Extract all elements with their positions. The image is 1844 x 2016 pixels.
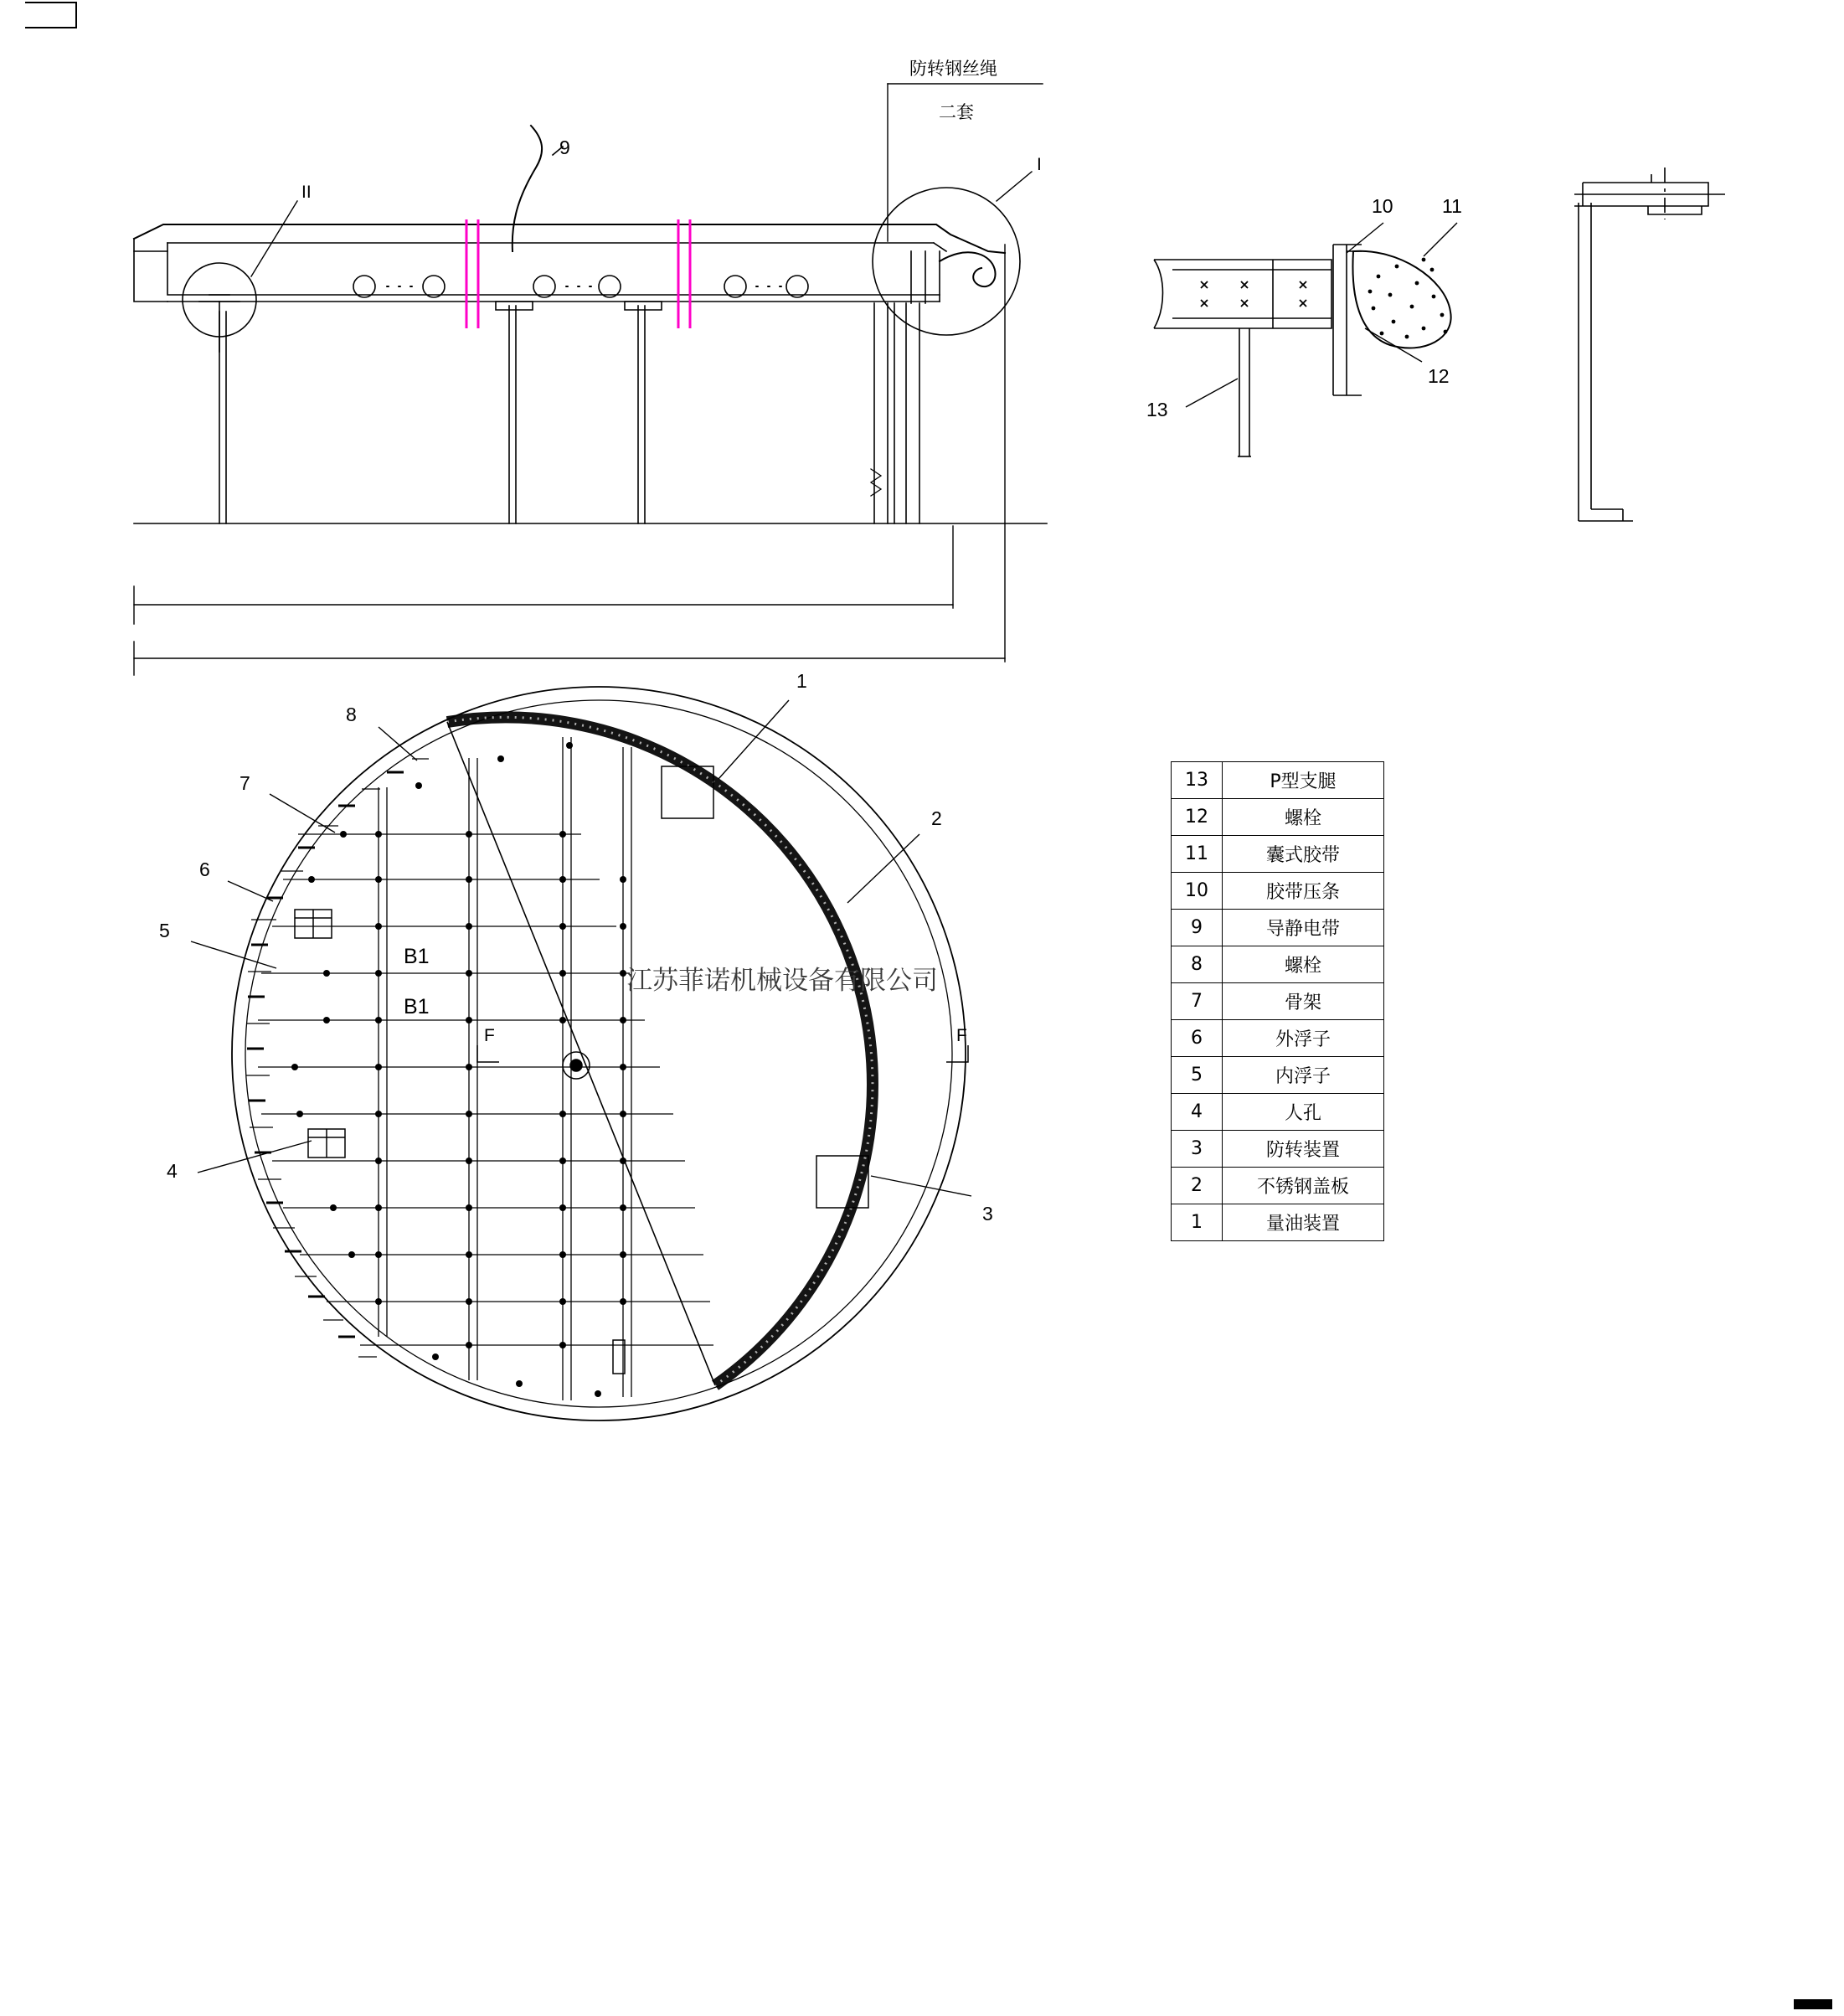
parts-legend-item-name: 量油装置 xyxy=(1223,1204,1384,1241)
balloon-4: 4 xyxy=(167,1160,178,1182)
parts-legend-row xyxy=(1172,1168,1384,1204)
parts-legend-item-name: 内浮子 xyxy=(1223,1057,1384,1094)
parts-legend-row xyxy=(1172,1204,1384,1241)
note-anti-rotation-line2: 二套 xyxy=(939,102,974,122)
section-mark-I-top: I xyxy=(1037,155,1042,174)
parts-legend-row xyxy=(1172,836,1384,873)
parts-legend-row xyxy=(1172,910,1384,946)
parts-legend-body xyxy=(1172,762,1384,1241)
parts-legend-item-name: 防转装置 xyxy=(1223,1131,1384,1168)
parts-legend-item-no: 2 xyxy=(1172,1168,1223,1204)
parts-legend-item-no: 3 xyxy=(1172,1131,1223,1168)
parts-legend-item-name: 人孔 xyxy=(1223,1094,1384,1131)
parts-legend-row xyxy=(1172,946,1384,983)
parts-legend-row xyxy=(1172,799,1384,836)
parts-legend-item-name: 外浮子 xyxy=(1223,1020,1384,1057)
balloon-5: 5 xyxy=(159,920,170,941)
parts-legend-item-no: 6 xyxy=(1172,1020,1223,1057)
balloon-9: 9 xyxy=(559,137,570,158)
parts-legend-item-no: 9 xyxy=(1172,910,1223,946)
balloon-11: 11 xyxy=(1442,195,1462,217)
parts-legend-row xyxy=(1172,762,1384,799)
note-anti-rotation-line1: 防转钢丝绳 xyxy=(909,59,997,79)
parts-legend-item-no: 12 xyxy=(1172,799,1223,836)
parts-legend-row xyxy=(1172,1020,1384,1057)
parts-legend-item-no: 4 xyxy=(1172,1094,1223,1131)
panel-label-b1-upper: B1 xyxy=(404,945,430,968)
parts-legend-row xyxy=(1172,1094,1384,1131)
balloon-1: 1 xyxy=(796,670,807,692)
balloon-6: 6 xyxy=(199,858,210,880)
balloon-3: 3 xyxy=(982,1203,993,1225)
balloon-13: 13 xyxy=(1146,399,1168,420)
parts-legend-item-name: 螺栓 xyxy=(1223,946,1384,983)
parts-legend-row xyxy=(1172,1057,1384,1094)
parts-legend-item-name: 螺栓 xyxy=(1223,799,1384,836)
balloon-12: 12 xyxy=(1428,365,1450,387)
parts-legend-item-no: 8 xyxy=(1172,946,1223,983)
parts-legend-item-no: 7 xyxy=(1172,983,1223,1020)
parts-legend-row xyxy=(1172,873,1384,910)
company-watermark: 江苏菲诺机械设备有限公司 xyxy=(626,966,938,996)
section-mark-II-top: II xyxy=(301,183,312,202)
section-mark-F-left: F xyxy=(484,1026,495,1045)
parts-legend-row xyxy=(1172,983,1384,1020)
balloon-7: 7 xyxy=(240,772,250,794)
parts-legend-item-no: 10 xyxy=(1172,873,1223,910)
parts-legend-item-name: P型支腿 xyxy=(1223,762,1384,799)
parts-legend-item-name: 胶带压条 xyxy=(1223,873,1384,910)
panel-label-b1-lower: B1 xyxy=(404,995,430,1018)
parts-legend-item-no: 13 xyxy=(1172,762,1223,799)
parts-legend-item-no: 11 xyxy=(1172,836,1223,873)
parts-legend-item-name: 导静电带 xyxy=(1223,910,1384,946)
parts-legend-item-name: 囊式胶带 xyxy=(1223,836,1384,873)
parts-legend-item-name: 不锈钢盖板 xyxy=(1223,1168,1384,1204)
parts-legend-item-no: 5 xyxy=(1172,1057,1223,1094)
section-mark-F-right: F xyxy=(956,1026,967,1045)
parts-legend-row xyxy=(1172,1131,1384,1168)
parts-legend-item-name: 骨架 xyxy=(1223,983,1384,1020)
balloon-8: 8 xyxy=(346,704,357,725)
balloon-2: 2 xyxy=(931,807,942,829)
parts-legend-table xyxy=(1171,761,1384,1241)
balloon-10: 10 xyxy=(1372,195,1393,217)
parts-legend-item-no: 1 xyxy=(1172,1204,1223,1241)
